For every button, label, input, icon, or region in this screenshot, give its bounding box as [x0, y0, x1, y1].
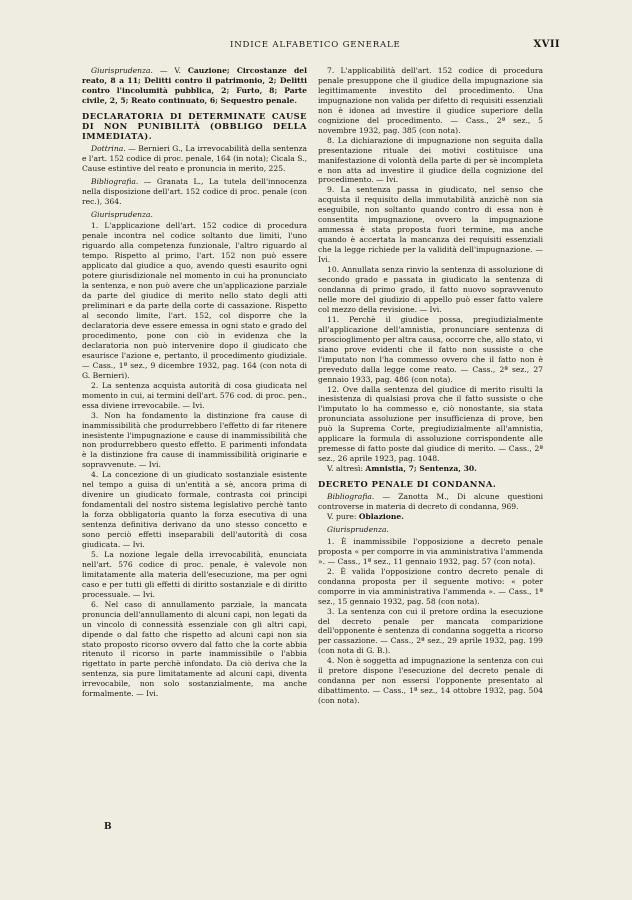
- paragraph: 9. La sentenza passa in giudicato, nel senso che acquista il requisito della immutabilità anzichè non sia eseguibile, non soltanto quando contro di essa non è consentita impugnazione, ovvero la impugnazione ammessa è stata proposta fuori termine, ma anche quando è accertata la mancanza dei requisiti essenziali che la legge richiede per la validità dell'impugnazione. — Ivi.: [318, 185, 543, 265]
- giurisprudenza-subheading: Giurisprudenza.: [91, 209, 153, 219]
- paragraph: 4. La concezione di un giudicato sostanziale esistente nel tempo a guisa di un'entità a sè, ancora prima di divenire un giudicato formale, contrasta coi principi fondamentali del nostro sistema legislativo perchè tanto la forza obbligatoria quanto la forza esecutiva di una sentenza definitiva derivano da uno stesso concetto e sono perciò effetti inseparabili dell'autorità di cosa giudicata. — Ivi.: [82, 470, 307, 549]
- paragraph: 3. Non ha fondamento la distinzione fra cause di inammissibilità che produrrebbero l'effetto di far ritenere inesistente l'impugnazione e cause di inammissibilità che non produrrebbero questo effetto. E parimenti infondata è la distinzione fra cause di inammissibilità originarie e sopravvenute. — Ivi.: [82, 410, 307, 470]
- paragraph: 4. Non è soggetta ad impugnazione la sentenza con cui il pretore dispone l'esecuzione del decreto penale di condanna per non essersi l'opponente presentato al dibattimento. — Cass., 1ª sez., 14 ottobre 1932, pag. 504 (con nota).: [318, 656, 543, 706]
- paragraph: 2. La sentenza acquista autorità di cosa giudicata nel momento in cui, ai termini dell'art. 576 cod. di proc. pen., essa diviene irrevocabile. — Ivi.: [82, 380, 307, 410]
- right-column: [318, 66, 543, 706]
- bibliografia-entry: Bibliografia. — Granata L., La tutela dell'innocenza nella disposizione dell'art. 152 codice di proc. penale (con rec.), 364.: [82, 176, 307, 206]
- paragraph: 1. È inammissibile l'opposizione a decreto penale proposta « per comporre in via amministrativa l'ammenda ». — Cass., 1ª sez., 11 gennaio 1932, pag. 57 (con nota).: [318, 536, 543, 566]
- signature-mark: B: [104, 822, 112, 832]
- paragraph: 12. Ove dalla sentenza del giudice di merito risulti la inesistenza di qualsiasi prova che il fatto sussiste o che l'imputato lo ha commesso e, ciò nonostante, sia stata pronunciata assoluzione per insufficienza di prove, ben può la Suprema Corte, pregiudizialmente all'amnistia, applicare la formula di assoluzione corrispondente alle premesse di fatto poste dal giudice di merito. — Cass., 2ª sez., 26 aprile 1923, pag. 1048.: [318, 384, 543, 464]
- giurisprudenza-subheading: Giurisprudenza.: [327, 524, 389, 534]
- bibliografia-entry: Bibliografia. — Zanotta M., Di alcune questioni controverse in materia di decreto di condanna, 969.: [318, 492, 543, 512]
- page-number: XVII: [533, 39, 560, 50]
- paragraph: 5. La nozione legale della irrevocabilità, enunciata nell'art. 576 codice di proc. penale, è valevole non limitatamente alla materia dell'esecuzione, ma per ogni caso e per tutti gli effetti di diritto sostanziale e di diritto processuale. — Ivi.: [82, 549, 307, 599]
- see-also-pure: V. pure: Oblazione.: [327, 511, 404, 521]
- section-heading-decreto: DECRETO PENALE DI CONDANNA.: [318, 479, 497, 490]
- dottrina-entry: Dottrina. — Bernieri G., La irrevocabilità della sentenza e l'art. 152 codice di proc. penale, 164 (in nota); Cicala S., Cause estintive del reato e pronuncia in merito, 225.: [82, 143, 307, 173]
- paragraph: 3. La sentenza con cui il pretore ordina la esecuzione del decreto penale per mancata comparizione dell'opponente è sentenza di condanna soggetta a ricorso per cassazione. — Cass., 2ª sez., 29 aprile 1932, pag. 199 (con nota di G. B.).: [318, 606, 543, 656]
- see-also: V. altresì: Amnistia, 7; Sentenza, 30.: [327, 464, 477, 474]
- running-title: INDICE ALFABETICO GENERALE: [230, 40, 401, 50]
- paragraph: 8. La dichiarazione di impugnazione non seguita dalla presentazione rituale dei motivi costituisce una manifestazione di volontà della parte di per sè incompleta e non atta ad investire il giudice della cognizione del procedimento. — Ivi.: [318, 135, 543, 185]
- paragraph: 7. L'applicabilità dell'art. 152 codice di procedura penale presuppone che il giudice della impugnazione sia legittimamente investito del procedimento. Una impugnazione non valida per difetto di requisiti essenziali non è idonea ad investire il giudice superiore della cognizione del procedimento. — Cass., 2ª sez., 5 novembre 1932, pag. 385 (con nota).: [318, 66, 543, 135]
- paragraph: 10. Annullata senza rinvio la sentenza di assoluzione di secondo grado e passata in giudicato la sentenza di condanna di primo grado, il fatto nuovo sopravvenuto nelle more del giudizio di appello può esser fatto valere col mezzo della revisione. — Ivi.: [318, 265, 543, 314]
- paragraph: 1. L'applicazione dell'art. 152 codice di procedura penale incontra nel codice soltanto due limiti, l'uno riguardo alla competenza funzionale, l'altro riguardo al tempo. Rispetto al primo, l'art. 152 non può essere applicato dal giudice a quo, avendo questi esaurito ogni potere giurisdizionale nel momento in cui ha pronunciato la sentenza, e non può avere che un'applicazione parziale da parte del giudice di merito nello stato degli atti preliminari e da parte della corte di cassazione. Rispetto al secondo limite, l'art. 152, col disporre che la declaratoria deve essere emessa in ogni stato e grado del procedimento, pone con ciò in evidenza che la declaratoria non può intervenire dopo il giudicato che esaurisce l'azione e, pertanto, il procedimento giudiziale. — Cass., 1ª sez., 9 dicembre 1932, pag. 164 (con nota di G. Bernieri).: [82, 221, 307, 380]
- paragraph: 2. È valida l'opposizione contro decreto penale di condanna proposta per il seguente motivo: « poter comporre in via amministrativa l'ammenda ». — Cass., 1ª sez., 15 gennaio 1932, pag. 58 (con nota).: [318, 566, 543, 606]
- intro-entry: Giurisprudenza. — V. Cauzione; Circostanze del reato, 8 a 11; Delitti contro il patrimonio, 2; Delitti contro l'incolumità pubblica, 2; Furto, 8; Parte civile, 2, 5; Reato continuato, 6; Sequestro penale.: [82, 66, 308, 105]
- section-heading-declaratoria: DECLARATORIA DI DETERMINATE CAUSE DI NON PUNIBILITÀ (OBBLIGO DELLA IMMEDIATA).: [82, 110, 307, 141]
- left-column: [82, 66, 307, 699]
- paragraph: 11. Perchè il giudice possa, pregiudizialmente all'applicazione dell'amnistia, pronunciare sentenza di proscioglimento per altra causa, occorre che, allo stato, vi siano prove evidenti che il fatto non sussiste o che l'imputato non l'ha commesso ovvero che il fatto non è preveduto dalla legge come reato. — Cass., 2ª sez., 27 gennaio 1933, pag. 486 (con nota).: [318, 314, 543, 384]
- paragraph: 6. Nel caso di annullamento parziale, la mancata pronuncia dell'annullamento di alcuni capi, non legati da un vincolo di connessità essenziale con gli altri capi, dipende o dal fatto che rispetto ad alcuni capi non sia stato proposto ricorso ovvero dal fatto che la corte abbia ritenuto il ricorso in parte inammissibile o l'abbia rigettato in parte perchè infondato. Da ciò deriva che la sentenza, sia pure limitatamente ad alcuni capi, diventa irrevocabile, non solo sostanzialmente, ma anche formalmente. — Ivi.: [82, 599, 307, 699]
